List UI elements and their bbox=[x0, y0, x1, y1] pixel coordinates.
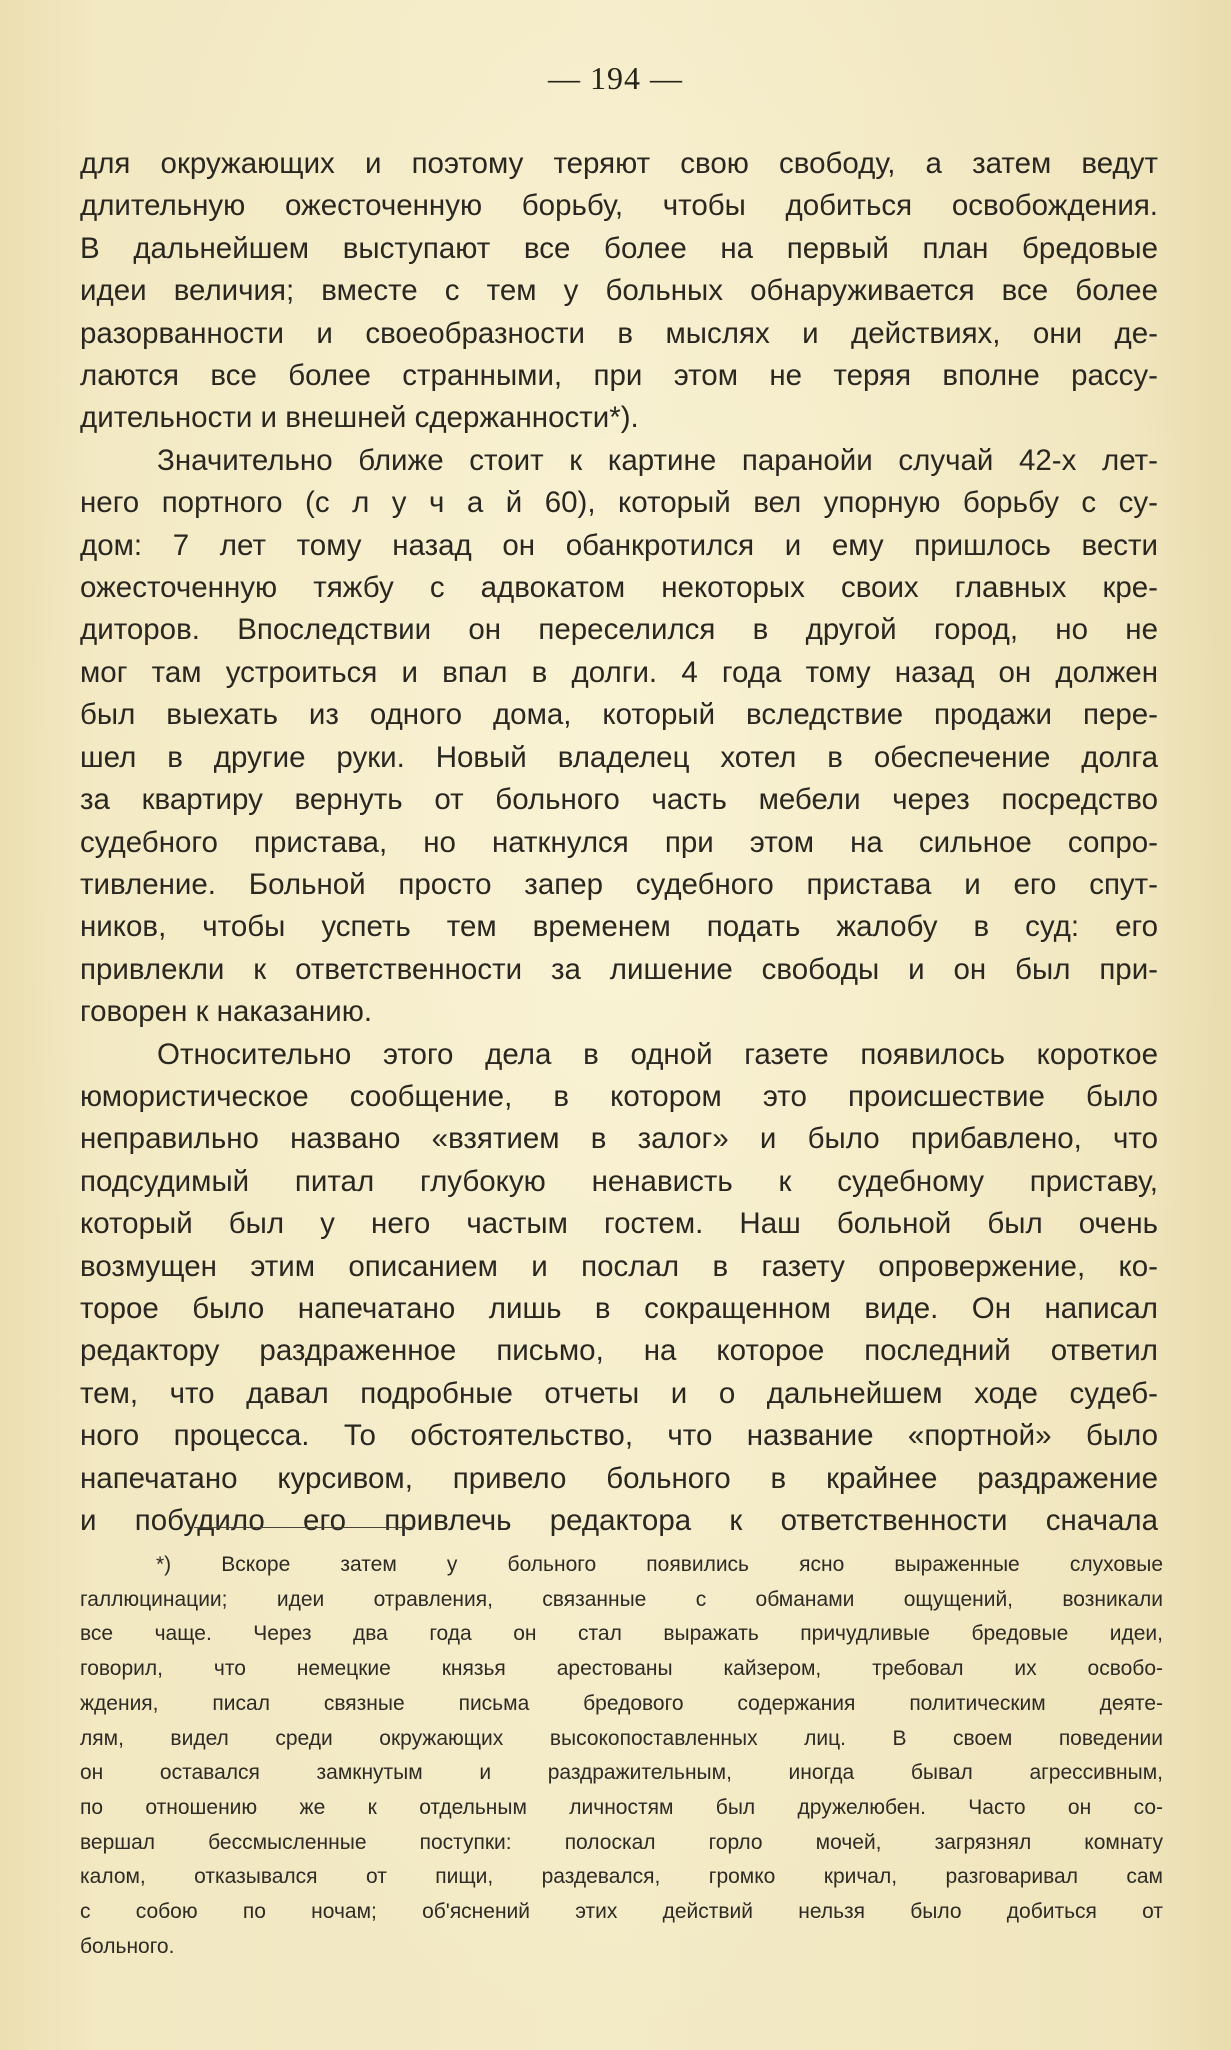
text-line: тивление. Больной просто запер судебного пристава и его спут- bbox=[80, 867, 1158, 901]
text-line: неправильно названо «взятием в залог» и было прибавлено, что bbox=[80, 1122, 1158, 1156]
text-line: был выехать из одного дома, который вследствие продажи пере- bbox=[80, 698, 1158, 732]
text-line: мог там устроиться и впал в долги. 4 года тому назад он должен bbox=[80, 655, 1158, 689]
paragraph-3 bbox=[80, 1034, 1158, 1543]
text-line: для окружающих и поэтому теряют свою свободу, а затем ведут bbox=[80, 147, 1158, 180]
text-line: и побудило его привлечь редактора к ответственности сначала bbox=[80, 1504, 1158, 1537]
footnote-line: калом, отказывался от пищи, раздевался, громко кричал, разговаривал сам bbox=[80, 1865, 1163, 1889]
text-line: длительную ожесточенную борьбу, чтобы добиться освобождения. bbox=[80, 189, 1158, 223]
text-line: подсудимый питал глубокую ненависть к судебному приставу, bbox=[80, 1164, 1158, 1198]
footnote-line: вершал бессмысленные поступки: полоскал горло мочей, загрязнял комнату bbox=[80, 1830, 1163, 1854]
text-line: говорен к наказанию. bbox=[80, 995, 373, 1029]
text-line: разорванности и своеобразности в мыслях и действиях, они де- bbox=[80, 316, 1158, 350]
text-line: Значительно ближе стоит к картине паранойи случай 42-х лет- bbox=[157, 443, 1158, 477]
text-line: диторов. Впоследствии он переселился в другой город, но не bbox=[80, 613, 1158, 647]
text-line: торое было напечатано лишь в сокращенном виде. Он написал bbox=[80, 1291, 1158, 1325]
text-line: него портного (с л у ч а й 60), который вел упорную борьбу с су- bbox=[80, 486, 1158, 520]
paragraph-2 bbox=[80, 440, 1158, 1034]
footnote-line: с собою по ночам; об'яснений этих действий нельзя было добиться от bbox=[80, 1900, 1163, 1924]
text-line: юмористическое сообщение, в котором это происшествие было bbox=[80, 1079, 1158, 1113]
text-line: В дальнейшем выступают все более на первый план бредовые bbox=[80, 231, 1158, 265]
footnote-line: все чаще. Через два года он стал выражать причудливые бредовые идеи, bbox=[80, 1622, 1163, 1646]
footnote-line: ждения, писал связные письма бредового содержания политическим деяте- bbox=[80, 1691, 1163, 1715]
text-line: редактору раздраженное письмо, на которое последний ответил bbox=[80, 1334, 1158, 1368]
footnote-line: *) Вскоре затем у больного появились ясно выраженные слуховые bbox=[156, 1553, 1163, 1576]
footnote-line: он оставался замкнутым и раздражительным, иногда бывал агрессивным, bbox=[80, 1761, 1163, 1785]
footnote-line: говорил, что немецкие князья арестованы кайзером, требовал их освобо- bbox=[80, 1657, 1163, 1681]
paragraph-1 bbox=[80, 143, 1158, 440]
footnote-line: по отношению же к отдельным личностям был дружелюбен. Часто он со- bbox=[80, 1795, 1163, 1819]
text-line: Относительно этого дела в одной газете появилось короткое bbox=[157, 1037, 1158, 1071]
text-line: ников, чтобы успеть тем временем подать жалобу в суд: его bbox=[80, 910, 1158, 944]
text-line: возмущен этим описанием и послал в газету опровержение, ко- bbox=[80, 1249, 1158, 1283]
text-line: за квартиру вернуть от больного часть мебели через посредство bbox=[80, 783, 1158, 817]
text-line: ожесточенную тяжбу с адвокатом некоторых своих главных кре- bbox=[80, 571, 1158, 605]
text-line: дительности и внешней сдержанности*). bbox=[80, 401, 639, 435]
footnote-divider bbox=[194, 1527, 414, 1528]
text-line: судебного пристава, но наткнулся при этом на сильное сопро- bbox=[80, 825, 1158, 859]
text-line: напечатано курсивом, привело больного в крайнее раздражение bbox=[80, 1461, 1158, 1495]
text-line: дом: 7 лет тому назад он обанкротился и ему пришлось вести bbox=[80, 528, 1158, 562]
text-line: привлекли к ответственности за лишение свободы и он был при- bbox=[80, 952, 1158, 986]
page-number: — 194 — bbox=[548, 60, 683, 96]
text-line: ного процесса. То обстоятельство, что название «портной» было bbox=[80, 1419, 1158, 1453]
text-line: идеи величия; вместе с тем у больных обнаруживается все более bbox=[80, 274, 1158, 308]
text-line: шел в другие руки. Новый владелец хотел в обеспечение долга bbox=[80, 740, 1158, 774]
footnote-line: лям, видел среди окружающих высокопоставленных лиц. В своем поведении bbox=[80, 1726, 1163, 1750]
text-line: который был у него частым гостем. Наш больной был очень bbox=[80, 1207, 1158, 1241]
text-line: тем, что давал подробные отчеты и о дальнейшем ходе судеб- bbox=[80, 1376, 1158, 1410]
footnote bbox=[80, 1548, 1163, 1964]
text-line: лаются все более странными, при этом не теряя вполне рассу- bbox=[80, 359, 1158, 393]
footnote-line: галлюцинации; идеи отравления, связанные с обманами ощущений, возникали bbox=[80, 1587, 1163, 1611]
main-text bbox=[80, 143, 1158, 1542]
footnote-line: больного. bbox=[80, 1934, 175, 1958]
